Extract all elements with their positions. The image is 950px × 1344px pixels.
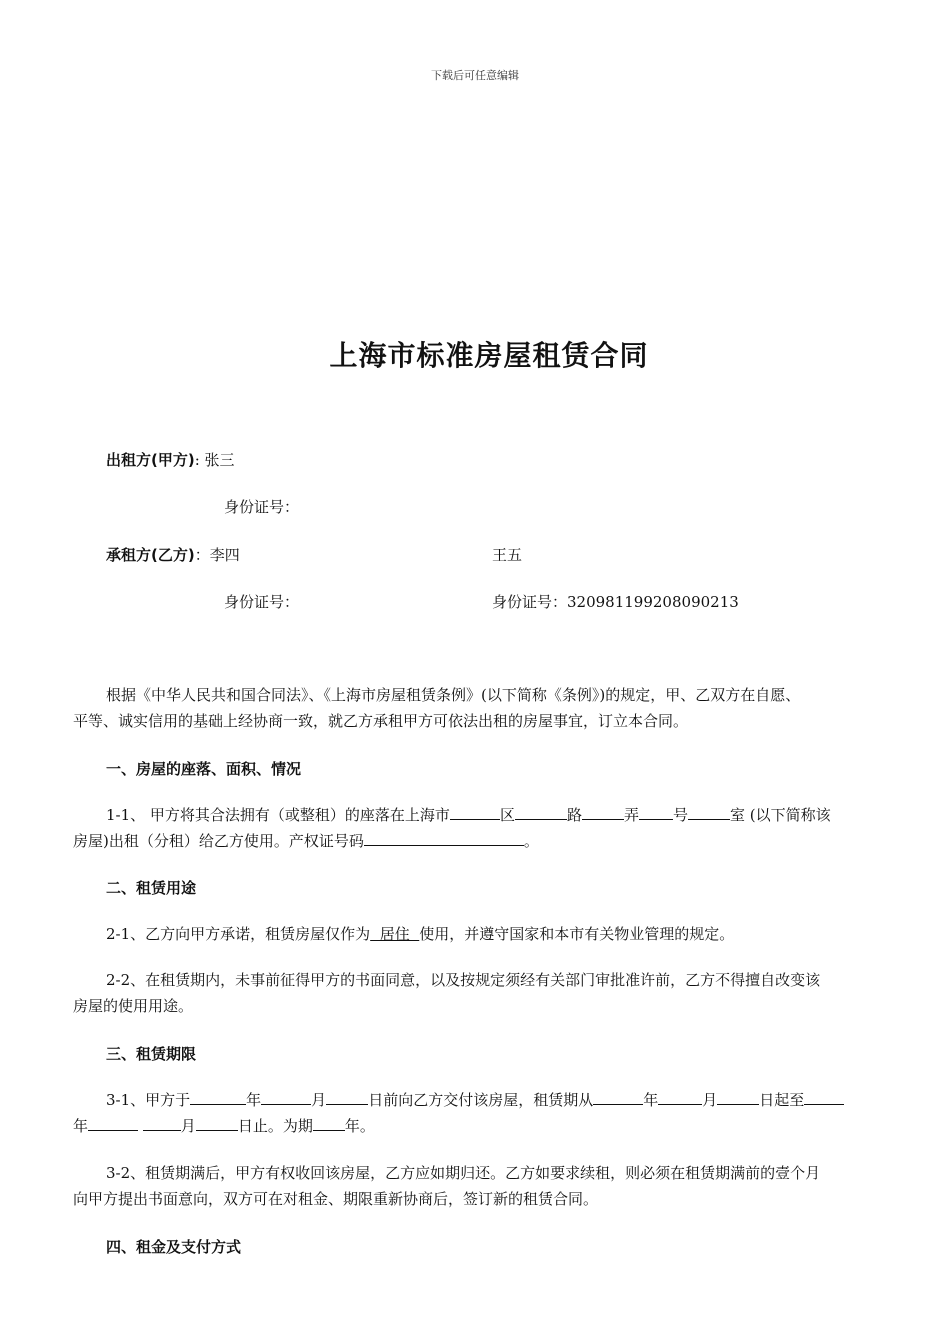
intro-line-1: 根据《中华人民共和国合同法》、《上海市房屋租赁条例》(以下简称《条例》)的规定，甲、乙双方在自愿、 (106, 686, 801, 704)
lessor-sep: : (194, 451, 205, 469)
clause-3-1-line-1: 3-1、甲方于 年 月 日前向乙方交付该房屋，租赁期从 年 月 日起至 (106, 1087, 844, 1113)
section-2-heading: 二、租赁用途 (106, 879, 197, 897)
section-1-heading: 一、房屋的座落、面积、情况 (106, 760, 302, 778)
lessee-name-1: 李四 (209, 546, 240, 564)
lessee-label: 承租方(乙方) (106, 546, 195, 564)
usage-value: 居住 (370, 925, 420, 943)
clause-3-2-line-2: 向甲方提出书面意向，双方可在对租金、期限重新协商后，签订新的租赁合同。 (73, 1190, 599, 1208)
intro-line-2: 平等、诚实信用的基础上经协商一致，就乙方承租甲方可依法出租的房屋事宜，订立本合同。 (73, 712, 689, 730)
clause-3-1-line-2: 年 月 日止。为期 年。 (73, 1117, 375, 1135)
lessee-id-1: 身份证号： (224, 593, 300, 611)
clause-3-2-line-1: 3-2、租赁期满后，甲方有权收回该房屋，乙方应如期归还。乙方如要求续租，则必须在租赁期满前的壹个月 (106, 1164, 821, 1182)
document-title: 上海市标准房屋租赁合同 (329, 339, 649, 372)
clause-1-1-line-1: 1-1、 甲方将其合法拥有（或整租）的座落在上海市 区 路 弄 号 室 (以下简称该 (106, 806, 831, 824)
lessee-line (106, 544, 240, 565)
header-note: 下载后可任意编辑 (431, 69, 519, 82)
clause-1-1-line-2: 房屋)出租（分租）给乙方使用。产权证号码 。 (73, 832, 539, 850)
clause-2-2-line-2: 房屋的使用用途。 (73, 997, 194, 1015)
section-4-heading: 四、租金及支付方式 (106, 1238, 242, 1256)
lessor-name: 张三 (204, 451, 235, 469)
lessee-sep: ： (194, 546, 210, 564)
lessor-label: 出租方(甲方) (106, 451, 195, 469)
section-3-heading: 三、租赁期限 (106, 1045, 197, 1063)
clause-2-1: 2-1、乙方向甲方承诺，租赁房屋仅作为 居住 使用，并遵守国家和本市有关物业管理的规定。 (106, 925, 735, 943)
clause-2-2-line-1: 2-2、在租赁期内，未事前征得甲方的书面同意，以及按规定须经有关部门审批准许前，乙方不得擅自改变该 (106, 971, 821, 989)
lessee-id-2: 身份证号：320981199208090213 (492, 593, 739, 611)
lessee-name-2: 王五 (492, 546, 523, 564)
lessor-id: 身份证号： (224, 498, 300, 516)
lessor-line (106, 449, 235, 470)
